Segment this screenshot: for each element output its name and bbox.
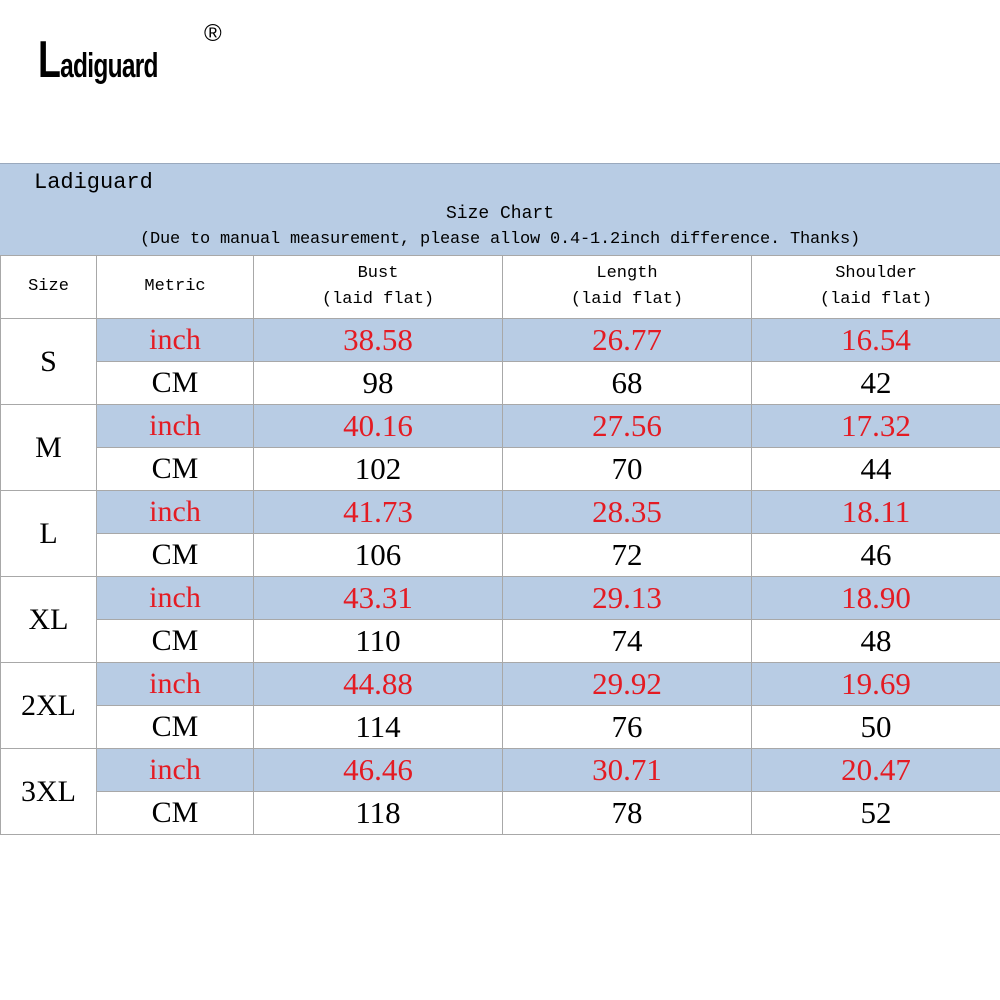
shoulder-cm: 48 — [752, 620, 1000, 663]
bust-cm: 102 — [254, 448, 503, 491]
brand-logo — [38, 30, 158, 90]
bust-cm: 114 — [254, 706, 503, 749]
table-row-cm — [1, 620, 1000, 663]
table-row-inch — [1, 749, 1000, 792]
header-bust-label: Bust — [357, 264, 399, 283]
shoulder-inch: 18.90 — [752, 577, 1000, 620]
length-cm: 68 — [503, 362, 752, 405]
length-cm: 72 — [503, 534, 752, 577]
metric-inch: inch — [97, 663, 254, 706]
table-header-row — [1, 256, 1000, 319]
chart-banner — [0, 163, 1000, 255]
header-size: Size — [1, 256, 97, 319]
registered-mark: ® — [204, 20, 222, 47]
header-length-note: (laid flat) — [570, 290, 684, 309]
table-row-cm — [1, 448, 1000, 491]
header-length — [503, 256, 752, 319]
size-label: 3XL — [1, 749, 97, 835]
table-row-inch — [1, 491, 1000, 534]
header-bust-note: (laid flat) — [321, 290, 435, 309]
header-metric: Metric — [97, 256, 254, 319]
shoulder-inch: 16.54 — [752, 319, 1000, 362]
bust-inch: 41.73 — [254, 491, 503, 534]
shoulder-inch: 18.11 — [752, 491, 1000, 534]
shoulder-cm: 42 — [752, 362, 1000, 405]
measurement-note: (Due to manual measurement, please allow 0.4-1.2inch difference. Thanks) — [139, 230, 861, 249]
size-label: 2XL — [1, 663, 97, 749]
table-row-cm — [1, 534, 1000, 577]
shoulder-cm: 46 — [752, 534, 1000, 577]
length-cm: 74 — [503, 620, 752, 663]
logo-cap: L — [38, 31, 61, 89]
shoulder-inch: 19.69 — [752, 663, 1000, 706]
bust-cm: 110 — [254, 620, 503, 663]
header-shoulder — [752, 256, 1000, 319]
metric-inch: inch — [97, 577, 254, 620]
length-inch: 29.13 — [503, 577, 752, 620]
shoulder-cm: 44 — [752, 448, 1000, 491]
bust-cm: 118 — [254, 792, 503, 835]
chart-title: Size Chart — [445, 204, 555, 224]
table-row-cm — [1, 362, 1000, 405]
length-cm: 70 — [503, 448, 752, 491]
length-inch: 26.77 — [503, 319, 752, 362]
bust-cm: 98 — [254, 362, 503, 405]
metric-inch: inch — [97, 749, 254, 792]
table-row-cm — [1, 706, 1000, 749]
header-length-label: Length — [596, 264, 658, 283]
metric-cm: CM — [97, 706, 254, 749]
metric-cm: CM — [97, 620, 254, 663]
length-inch: 27.56 — [503, 405, 752, 448]
metric-cm: CM — [97, 792, 254, 835]
shoulder-inch: 20.47 — [752, 749, 1000, 792]
length-inch: 28.35 — [503, 491, 752, 534]
table-row-inch — [1, 319, 1000, 362]
bust-inch: 46.46 — [254, 749, 503, 792]
shoulder-cm: 50 — [752, 706, 1000, 749]
size-label: XL — [1, 577, 97, 663]
metric-inch: inch — [97, 405, 254, 448]
metric-cm: CM — [97, 448, 254, 491]
metric-cm: CM — [97, 362, 254, 405]
shoulder-inch: 17.32 — [752, 405, 1000, 448]
header-shoulder-label: Shoulder — [835, 264, 917, 283]
metric-inch: inch — [97, 319, 254, 362]
banner-brand: Ladiguard — [34, 170, 153, 195]
length-cm: 78 — [503, 792, 752, 835]
size-table — [0, 255, 1000, 835]
length-inch: 30.71 — [503, 749, 752, 792]
bust-inch: 38.58 — [254, 319, 503, 362]
header-bust — [254, 256, 503, 319]
length-inch: 29.92 — [503, 663, 752, 706]
size-chart — [0, 163, 1000, 835]
bust-inch: 40.16 — [254, 405, 503, 448]
table-row-inch — [1, 577, 1000, 620]
size-label: L — [1, 491, 97, 577]
length-cm: 76 — [503, 706, 752, 749]
size-label: S — [1, 319, 97, 405]
size-table-body — [1, 319, 1000, 835]
bust-inch: 43.31 — [254, 577, 503, 620]
size-label: M — [1, 405, 97, 491]
bust-cm: 106 — [254, 534, 503, 577]
bust-inch: 44.88 — [254, 663, 503, 706]
metric-cm: CM — [97, 534, 254, 577]
logo-rest: adiguard — [60, 47, 158, 85]
table-row-inch — [1, 663, 1000, 706]
metric-inch: inch — [97, 491, 254, 534]
header-shoulder-note: (laid flat) — [819, 290, 933, 309]
table-row-cm — [1, 792, 1000, 835]
table-row-inch — [1, 405, 1000, 448]
shoulder-cm: 52 — [752, 792, 1000, 835]
